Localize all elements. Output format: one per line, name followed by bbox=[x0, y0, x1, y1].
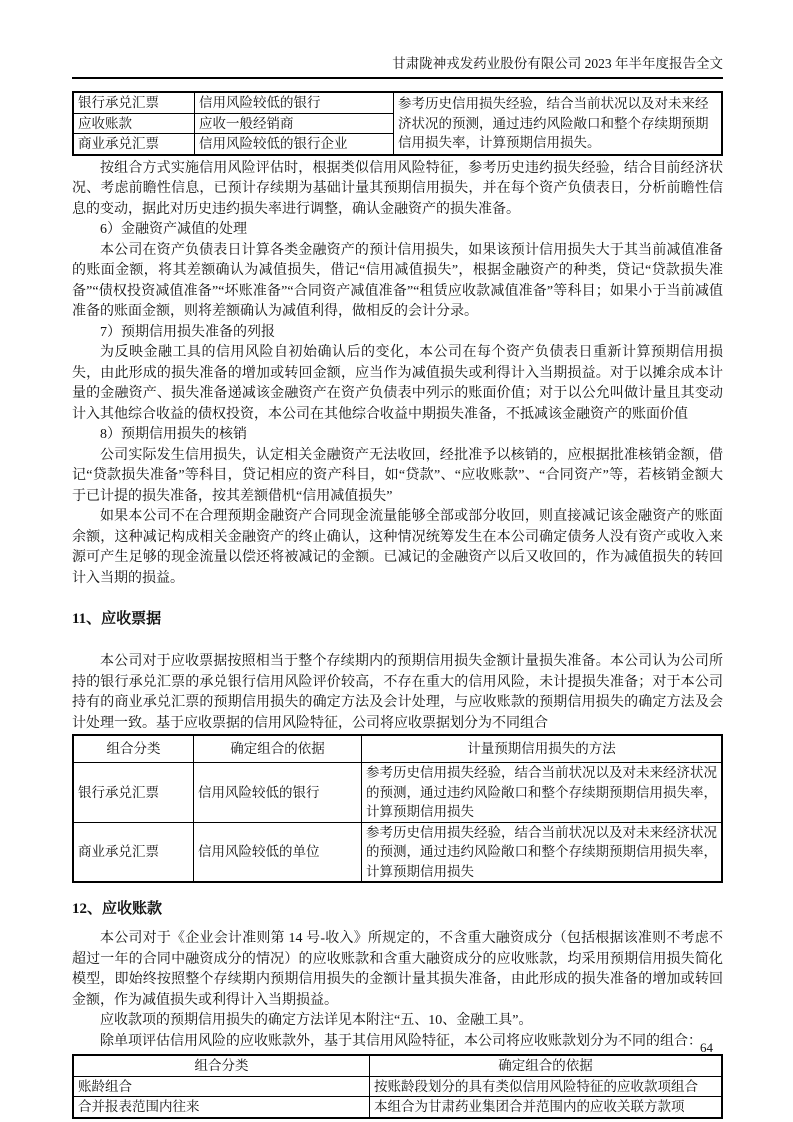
section-12-heading: 12、应收账款 bbox=[72, 901, 163, 917]
basis-cell: 信用风险较低的银行企业 bbox=[195, 134, 394, 155]
table-row bbox=[73, 1097, 722, 1118]
basis-cell: 本组合为甘肃药业集团合并范围内的应收关联方款项 bbox=[370, 1097, 723, 1118]
basis-cell: 信用风险较低的银行 bbox=[195, 92, 394, 113]
section-11-heading: 11、应收票据 bbox=[72, 611, 162, 627]
basis-cell: 信用风险较低的单位 bbox=[194, 822, 362, 882]
portfolio-cell: 合并报表范围内往来 bbox=[73, 1097, 370, 1118]
table-header-row bbox=[73, 1055, 722, 1076]
page-header bbox=[72, 0, 723, 79]
portfolio-cell: 商业承兑汇票 bbox=[73, 134, 195, 155]
column-header: 确定组合的依据 bbox=[194, 735, 362, 763]
item-8-heading: 8）预期信用损失的核销 bbox=[100, 427, 247, 442]
table-row bbox=[73, 1076, 722, 1097]
notes-receivable-portfolio-table bbox=[72, 734, 723, 883]
method-cell: 参考历史信用损失经验，结合当前状况以及对未来经济状况的预测，通过违约风险敞口和整个存续期预期信用损失率，计算预期信用损失 bbox=[362, 763, 723, 823]
page-number: 64 bbox=[700, 1040, 713, 1055]
table-row bbox=[73, 763, 722, 823]
portfolio-cell: 账龄组合 bbox=[73, 1076, 370, 1097]
item-6-heading: 6）金融资产减值的处理 bbox=[100, 222, 247, 237]
report-title: 甘肃陇神戎发药业股份有限公司 2023 年半年度报告全文 bbox=[392, 56, 723, 71]
table-row bbox=[73, 92, 722, 113]
portfolio-cell: 应收账款 bbox=[73, 113, 195, 134]
item-7-heading: 7）预期信用损失准备的列报 bbox=[100, 324, 275, 340]
column-header: 计量预期信用损失的方法 bbox=[362, 735, 723, 763]
column-header: 确定组合的依据 bbox=[370, 1055, 723, 1076]
portfolio-cell: 银行承兑汇票 bbox=[73, 763, 194, 823]
column-header: 组合分类 bbox=[73, 735, 194, 763]
item-8-paragraph-2: 如果本公司不在合理预期金融资产合同现金流量能够全部或部分收回，则直接减记该金融资产的账面余额，这种减记构成相关金融资产的终止确认，这种情况统筹发生在本公司确定债务人没有资产或收入来源可产生足够的现金流量以偿还将被减记的金额。已减记的金融资产以后又收回的，作为减值损失的转回计入当期的损益。 bbox=[72, 509, 723, 586]
section-12-paragraph-3: 除单项评估信用风险的应收账款外，基于其信用风险特征，本公司将应收账款划分为不同的组合： bbox=[100, 1033, 702, 1049]
method-merged-cell: 参考历史信用损失经验，结合当前状况以及对未来经济状况的预测，通过违约风险敞口和整个存续期预期信用损失率，计算预期信用损失。 bbox=[394, 92, 723, 155]
paragraph-portfolio-assessment: 按组合方式实施信用风险评估时，根据类似信用风险特征，参考历史违约损失经验，结合目前经济状况、考虑前瞻性信息，已预计存续期为基础计量其预期信用损失，并在每个资产负债表日，分析前瞻性信息的变动，据此对历史违约损失率进行调整，确认金融资产的损失准备。 bbox=[72, 160, 723, 217]
table-row bbox=[73, 822, 722, 882]
portfolio-cell: 银行承兑汇票 bbox=[73, 92, 195, 113]
section-12-paragraph-1: 本公司对于《企业会计准则第 14 号-收入》所规定的，不含重大融资成分（包括根据该准则不考虑不超过一年的合同中融资成分的情况）的应收账款和含重大融资成分的应收账款，均采用预期信用损失简化模型，即始终按照整个存续期内预期信用损失的金额计量其损失准备，由此形成的损失准备的增加或转回金额，作为减值损失或利得计入当期损益。 bbox=[72, 931, 723, 1008]
page-content bbox=[72, 91, 723, 1119]
column-header: 组合分类 bbox=[73, 1055, 370, 1076]
section-11-paragraph: 本公司对于应收票据按照相当于整个存续期内的预期信用损失金额计量损失准备。本公司认为公司所持的银行承兑汇票的承兑银行信用风险评价较高，不存在重大的信用风险，未计提损失准备；对于本公司持有的商业承兑汇票的预期信用损失的确定方法及会计处理，与应收账款的预期信用损失的确定方法及会计处理一致。基于应收票据的信用风险特征，公司将应收票据划分为不同组合 bbox=[72, 654, 723, 731]
accounts-receivable-portfolio-table bbox=[72, 1054, 723, 1119]
portfolio-cell: 商业承兑汇票 bbox=[73, 822, 194, 882]
item-7-paragraph: 为反映金融工具的信用风险自初始确认后的变化，本公司在每个资产负债表日重新计算预期信用损失，由此形成的损失准备的增加或转回金额，应当作为减值损失或利得计入当期损益。对于以摊余成本计量的金融资产、损失准备递减该金融资产在资产负债表中列示的账面价值；对于以公允叫做计量且其变动计入其他综合收益的债权投资，本公司在其他综合收益中期损失准备，不抵减该金融资产的账面价值 bbox=[72, 345, 723, 422]
section-12-paragraph-2: 应收款项的预期信用损失的确定方法详见本附注“五、10、金融工具”。 bbox=[100, 1013, 533, 1028]
credit-risk-portfolio-table-continued bbox=[72, 91, 723, 156]
basis-cell: 信用风险较低的银行 bbox=[194, 763, 362, 823]
basis-cell: 应收一般经销商 bbox=[195, 113, 394, 134]
method-cell: 参考历史信用损失经验，结合当前状况以及对未来经济状况的预测，通过违约风险敞口和整个存续期预期信用损失率，计算预期信用损失 bbox=[362, 822, 723, 882]
table-header-row bbox=[73, 735, 722, 763]
basis-cell: 按账龄段划分的具有类似信用风险特征的应收款项组合 bbox=[370, 1076, 723, 1097]
item-8-paragraph: 公司实际发生信用损失，认定相关金融资产无法收回，经批准予以核销的，应根据批准核销金额，借记“贷款损失准备”等科目，贷记相应的资产科目，如“贷款”、“应收账款”、“合同资产”等，若核销金额大于已计提的损失准备，按其差额借机“信用减值损失” bbox=[72, 447, 723, 504]
item-6-paragraph: 本公司在资产负债表日计算各类金融资产的预计信用损失，如果该预计信用损失大于其当前减值准备的账面金额，将其差额确认为减值损失，借记“信用减值损失”，根据金融资产的种类，贷记“贷款损失准备”“债权投资减值准备”“坏账准备”“合同资产减值准备”“租赁应收款减值准备”等科目；如果小于当前减值准备的账面金额，则将差额确认为减值利得，做相反的会计分录。 bbox=[72, 242, 723, 319]
